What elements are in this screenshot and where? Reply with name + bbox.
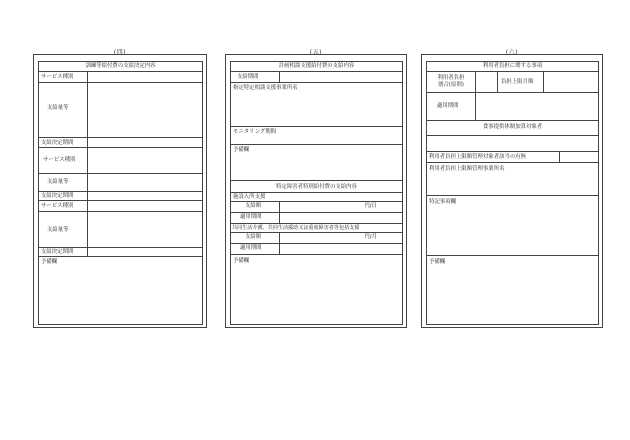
service-type-label-2: サービス種別 xyxy=(43,157,76,163)
amount-label-2: 支給量等 xyxy=(47,179,69,185)
panel-number-6: (六) xyxy=(505,49,519,56)
amount-label-1: 支給量等 xyxy=(47,105,69,111)
user-burden-title: 利用者負担に関する事項 xyxy=(482,63,543,69)
service-type-label-1: サービス種別 xyxy=(41,74,74,80)
amount-label-3: 支給量等 xyxy=(47,227,69,233)
remarks-label-6: 予備欄 xyxy=(429,259,446,265)
designated-office-label: 指定特定相談支援事業所名 xyxy=(233,85,298,91)
special-notes-label: 特記事項欄 xyxy=(429,199,456,205)
remarks-label-5a: 予備欄 xyxy=(233,147,250,153)
decision-period-label-2: 支給決定期間 xyxy=(41,193,74,199)
special-benefits-title: 特定障害者特別給付費の支給内容 xyxy=(276,184,357,190)
amount-label-a: 支給額 xyxy=(245,203,262,209)
joint-living-label: 共同生活介護、共同生活援助又は重度障害者等包括支援 xyxy=(232,225,360,231)
decision-period-label-3: 支給決定期間 xyxy=(41,249,74,255)
burden-cap-label: 負担上限月額 xyxy=(501,79,534,85)
applicable-period-label-a: 適用期間 xyxy=(240,214,262,220)
panel-planning-support xyxy=(225,54,407,328)
monitoring-period-label: モニタリング期間 xyxy=(233,129,277,135)
panel-training-benefits xyxy=(33,54,207,328)
planning-support-table xyxy=(230,61,403,325)
training-benefits-title: 訓練等給付費の支給決定内容 xyxy=(85,63,156,69)
panel-number-4: (四) xyxy=(113,49,127,56)
user-burden-table xyxy=(426,61,599,325)
service-type-label-3: サービス種別 xyxy=(41,203,74,209)
training-benefits-table xyxy=(38,61,203,325)
unit-per-month: 円/月 xyxy=(364,234,377,240)
cap-office-label: 利用者負担上限額管理事業所名 xyxy=(429,166,505,172)
planning-support-title: 計画相談支援給付費の支給内容 xyxy=(278,63,355,69)
meal-subsidy-label: 食事提供体制加算対象者 xyxy=(482,124,543,130)
remarks-label-4: 予備欄 xyxy=(41,259,58,265)
applicable-period-label-b: 適用期間 xyxy=(240,245,262,251)
applicable-period-label-6: 適用期間 xyxy=(437,103,459,109)
cap-management-label: 利用者負担上限額管理対象者該当の有無 xyxy=(429,154,527,160)
payment-period-label: 支給期間 xyxy=(237,74,259,80)
unit-per-day: 円/日 xyxy=(364,203,377,209)
panel-user-burden xyxy=(421,54,603,328)
panel-number-5: (五) xyxy=(309,49,323,56)
amount-label-b: 支給額 xyxy=(245,234,262,240)
remarks-label-5b: 予備欄 xyxy=(233,258,250,264)
facility-support-label: 施設入所支援 xyxy=(233,194,266,200)
burden-ratio-label-line2: 割合(原則) xyxy=(438,82,464,88)
burden-ratio-label-line1: 利用者負担 xyxy=(437,75,465,81)
decision-period-label-1: 支給決定期間 xyxy=(41,140,74,146)
